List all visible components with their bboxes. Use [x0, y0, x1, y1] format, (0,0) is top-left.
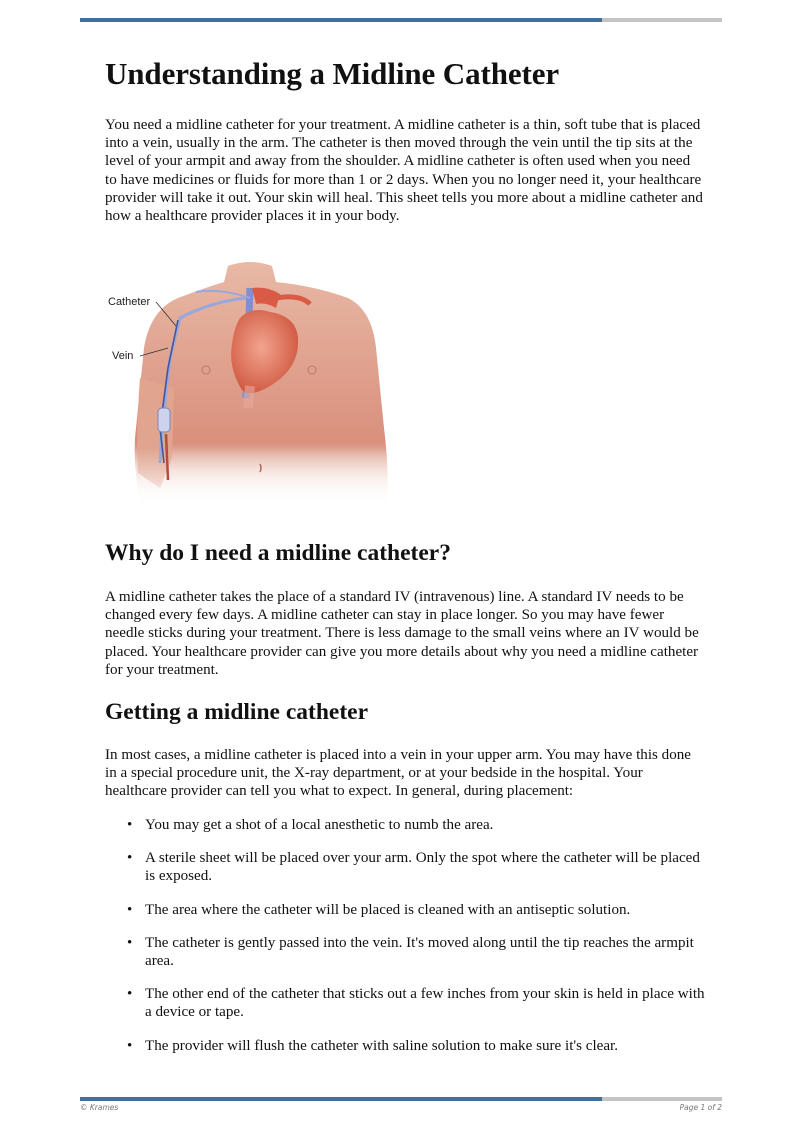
- placement-steps-list: [105, 816, 705, 1070]
- vein-label: Vein: [112, 350, 134, 362]
- midline-catheter-illustration: [100, 258, 400, 508]
- footer-page-number: Page 1 of 2: [679, 1103, 722, 1112]
- list-item: • The catheter is gently passed into the vein. It's moved along until the tip reaches the armpit area.: [127, 934, 694, 970]
- intro-paragraph: You need a midline catheter for your treatment. A midline catheter is a thin, soft tube that is placed into a vein, usually in the arm. The catheter is then moved through the vein until the tip sits at the level of your armpit and away from the shoulder. A midline catheter is often used when you need to have medicines or fluids for more than 1 or 2 days. When you no longer need it, your healthcare provider will take it out. Your skin will heal. This sheet tells you more about a midline catheter and how a healthcare provider places it in your body.: [105, 117, 703, 225]
- bullet-icon: •: [127, 817, 133, 833]
- list-item: • The provider will flush the catheter with saline solution to make sure it's clear.: [127, 1037, 619, 1054]
- list-item: • A sterile sheet will be placed over your arm. Only the spot where the catheter will be placed is exposed.: [127, 850, 700, 885]
- section-heading-why: Why do I need a midline catheter?: [105, 540, 451, 566]
- list-item: • The other end of the catheter that sticks out a few inches from your skin is held in place with a device or tape.: [127, 986, 705, 1021]
- top-rule: [80, 18, 722, 22]
- footer-copyright: © Krames: [80, 1103, 119, 1112]
- why-paragraph: A midline catheter takes the place of a standard IV (intravenous) line. A standard IV needs to be changed every few days. A midline catheter can stay in place longer. So you may have fewer needle sticks during your treatment. There is less damage to the small veins where an IV would be placed. Your healthcare provider can give you more details about why you need a midline catheter for your treatment.: [105, 589, 699, 678]
- section-heading-getting: Getting a midline catheter: [105, 699, 369, 725]
- bullet-icon: •: [127, 934, 133, 951]
- page-title: Understanding a Midline Catheter: [105, 56, 560, 91]
- catheter-label: Catheter: [108, 296, 151, 308]
- list-item: • You may get a shot of a local anesthetic to numb the area.: [127, 817, 494, 833]
- getting-paragraph: In most cases, a midline catheter is placed into a vein in your upper arm. You may have this done in a special procedure unit, the X-ray department, or at your bedside in the hospital. Your healthcare provider can tell you what to expect. In general, during placement:: [105, 747, 691, 800]
- bullet-icon: •: [127, 1037, 133, 1054]
- bullet-icon: •: [127, 850, 133, 867]
- list-item: • The area where the catheter will be placed is cleaned with an antiseptic solution.: [127, 901, 631, 918]
- bottom-rule: [80, 1097, 722, 1101]
- bullet-icon: •: [127, 901, 133, 918]
- bullet-icon: •: [127, 986, 133, 1003]
